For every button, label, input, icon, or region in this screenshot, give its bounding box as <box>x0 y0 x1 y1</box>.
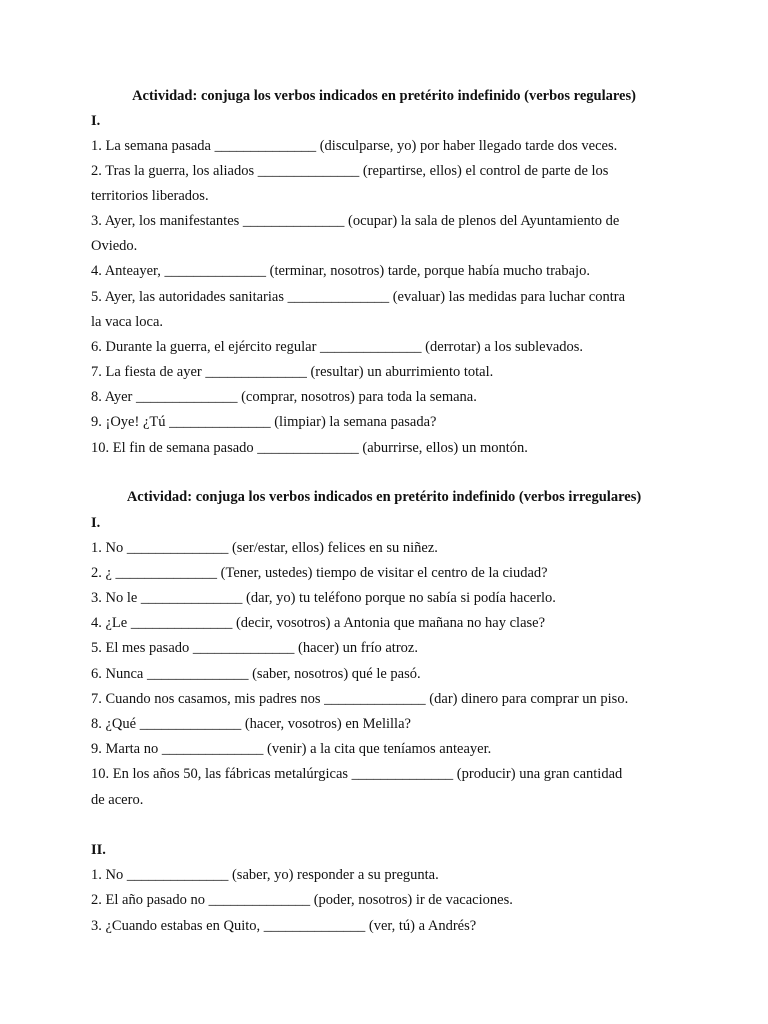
exercise-line: 10. El fin de semana pasado ______________ (aburrirse, ellos) un montón. <box>91 440 528 456</box>
exercise-line: 8. ¿Qué ______________ (hacer, vosotros) en Melilla? <box>91 716 411 732</box>
exercise-line: 6. Nunca ______________ (saber, nosotros) qué le pasó. <box>91 666 421 682</box>
exercise-line: 1. No ______________ (saber, yo) responder a su pregunta. <box>91 867 439 883</box>
exercise-line: 7. Cuando nos casamos, mis padres nos ______________ (dar) dinero para comprar un piso. <box>91 691 629 707</box>
exercise-line: territorios liberados. <box>91 188 209 204</box>
exercise-line: 9. ¡Oye! ¿Tú ______________ (limpiar) la semana pasada? <box>91 414 437 430</box>
exercise-line: 6. Durante la guerra, el ejército regular ______________ (derrotar) a los sublevados. <box>91 339 584 355</box>
exercise-line: 10. En los años 50, las fábricas metalúrgicas ______________ (producir) una gran cantidad <box>91 766 623 782</box>
exercise-line: 1. La semana pasada ______________ (disculparse, yo) por haber llegado tarde dos veces. <box>91 138 618 154</box>
section-2-roman-numeral: I. <box>91 515 101 531</box>
exercise-line: 1. No ______________ (ser/estar, ellos) felices en su niñez. <box>91 540 438 556</box>
exercise-line: 4. Anteayer, ______________ (terminar, nosotros) tarde, porque había mucho trabajo. <box>91 263 590 279</box>
exercise-line: Oviedo. <box>91 238 138 254</box>
section-1-roman-numeral: I. <box>91 113 101 129</box>
section-2-title: Actividad: conjuga los verbos indicados en pretérito indefinido (verbos irregulares) <box>126 489 642 505</box>
exercise-line: 5. El mes pasado ______________ (hacer) un frío atroz. <box>91 640 418 656</box>
exercise-line: 8. Ayer ______________ (comprar, nosotros) para toda la semana. <box>91 389 477 405</box>
exercise-line: 5. Ayer, las autoridades sanitarias ______________ (evaluar) las medidas para luchar contra <box>91 289 626 305</box>
exercise-line: 2. ¿ ______________ (Tener, ustedes) tiempo de visitar el centro de la ciudad? <box>91 565 548 581</box>
section-1-title: Actividad: conjuga los verbos indicados en pretérito indefinido (verbos regulares) <box>132 88 636 104</box>
exercise-line: de acero. <box>91 792 144 808</box>
exercise-line: 2. Tras la guerra, los aliados ______________ (repartirse, ellos) el control de parte de los <box>91 163 609 179</box>
section-3-roman-numeral: II. <box>91 842 106 858</box>
exercise-line: 3. Ayer, los manifestantes ______________ (ocupar) la sala de plenos del Ayuntamiento de <box>91 213 620 229</box>
exercise-line: 4. ¿Le ______________ (decir, vosotros) a Antonia que mañana no hay clase? <box>91 615 546 631</box>
exercise-line: 2. El año pasado no ______________ (poder, nosotros) ir de vacaciones. <box>91 892 513 908</box>
exercise-line: 3. ¿Cuando estabas en Quito, ______________ (ver, tú) a Andrés? <box>91 918 477 934</box>
exercise-line: 9. Marta no ______________ (venir) a la cita que teníamos anteayer. <box>91 741 492 757</box>
exercise-line: la vaca loca. <box>91 314 164 330</box>
exercise-line: 3. No le ______________ (dar, yo) tu teléfono porque no sabía si podía hacerlo. <box>91 590 556 606</box>
exercise-line: 7. La fiesta de ayer ______________ (resultar) un aburrimiento total. <box>91 364 494 380</box>
